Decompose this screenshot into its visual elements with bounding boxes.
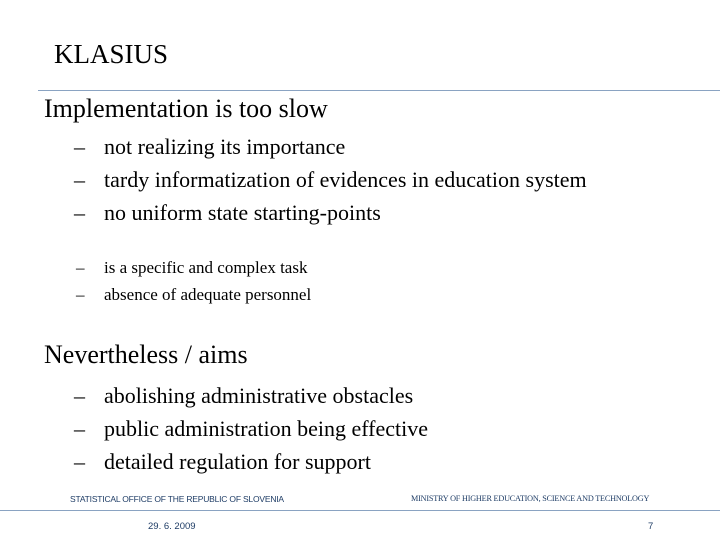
bullet-list-implementation bbox=[74, 130, 587, 229]
slide-title: KLASIUS bbox=[54, 39, 169, 69]
dash-bullet-icon: – bbox=[74, 167, 85, 192]
footer-date: 29. 6. 2009 bbox=[148, 521, 196, 532]
bullet-text: tardy informatization of evidences in education system bbox=[104, 167, 587, 192]
section-heading-aims: Nevertheless / aims bbox=[44, 340, 248, 369]
bullet-text: no uniform state starting-points bbox=[104, 200, 381, 225]
footer-divider bbox=[0, 510, 720, 511]
sub-bullet-list bbox=[76, 254, 311, 308]
list-item bbox=[76, 254, 311, 281]
bullet-text: abolishing administrative obstacles bbox=[104, 383, 414, 408]
dash-bullet-icon: – bbox=[74, 449, 85, 474]
bullet-text: is a specific and complex task bbox=[104, 258, 308, 277]
list-item bbox=[74, 130, 587, 163]
dash-bullet-icon: – bbox=[74, 383, 85, 408]
dash-bullet-icon: – bbox=[74, 416, 85, 441]
bullet-text: detailed regulation for support bbox=[104, 449, 371, 474]
dash-bullet-icon: – bbox=[74, 134, 85, 159]
list-item bbox=[74, 412, 428, 445]
dash-bullet-icon: – bbox=[76, 258, 85, 277]
list-item bbox=[76, 281, 311, 308]
list-item bbox=[74, 196, 587, 229]
bullet-list-aims bbox=[74, 379, 428, 478]
dash-bullet-icon: – bbox=[76, 285, 85, 304]
section-heading-implementation: Implementation is too slow bbox=[44, 94, 328, 123]
footer-right-organization: MINISTRY OF HIGHER EDUCATION, SCIENCE AND TECHNOLOGY bbox=[411, 494, 650, 503]
dash-bullet-icon: – bbox=[74, 200, 85, 225]
list-item bbox=[74, 163, 587, 196]
list-item bbox=[74, 379, 428, 412]
footer-left-organization: STATISTICAL OFFICE OF THE REPUBLIC OF SLOVENIA bbox=[70, 494, 284, 504]
bullet-text: absence of adequate personnel bbox=[104, 285, 312, 304]
list-item bbox=[74, 445, 428, 478]
title-divider bbox=[38, 90, 720, 91]
page-number: 7 bbox=[648, 521, 654, 532]
bullet-text: public administration being effective bbox=[104, 416, 428, 441]
bullet-text: not realizing its importance bbox=[104, 134, 346, 159]
